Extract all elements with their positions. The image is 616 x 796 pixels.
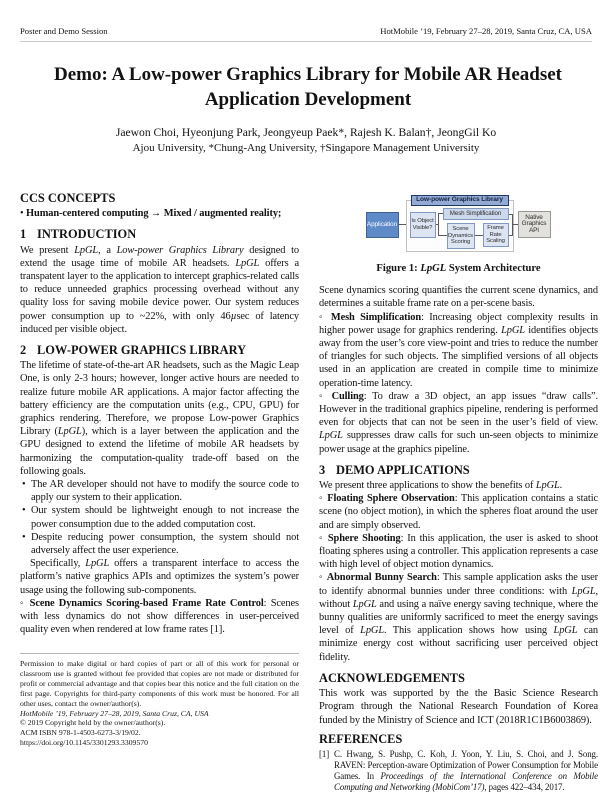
design-goal-list (20, 478, 299, 557)
ack-heading: ACKNOWLEDGEMENTS (319, 670, 465, 685)
connector-line (438, 213, 439, 236)
reference-text: C. Hwang, S. Pushp, C. Koh, J. Yoon, Y. Liu, S. Choi, and J. Song. RAVEN: Perception-aware Optimization of Power Consumption for Mobile Games. In Proceedings of the International Conference on Mobile Computing and Networking (MobiCom’17), pages 422–434, 2017. (334, 748, 598, 792)
right-column (319, 190, 598, 793)
figure-1-diagram (366, 194, 552, 255)
specifically-paragraph: Specifically, LpGL offers a transparent interface to access the platform’s native graphics APIs and optimizes the system’s power usage using the following sub-components. (20, 558, 299, 596)
application-box: Application (366, 212, 399, 238)
goal-item: • The AR developer should not have to modify the source code to apply our system to their application. (20, 478, 299, 504)
footnote-isbn: ACM ISBN 978-1-4503-6273-3/19/02. (20, 728, 141, 738)
goal-item: • Despite reducing power consumption, the system should not adversely affect the user experience. (20, 531, 299, 557)
scene-dynamics-scoring-box: Scene Dynamics Scoring (447, 223, 475, 249)
ccs-body: • Human-centered computing → Mixed / augmented reality; (20, 208, 282, 220)
is-object-visible-box: Is Object Visible? (410, 212, 436, 238)
reference-item (319, 749, 598, 793)
library-title-bar: Low-power Graphics Library (411, 195, 509, 206)
connector-line (438, 235, 447, 236)
lpgl-section-number: 2 (20, 343, 27, 358)
ccs-heading: CCS CONCEPTS (20, 191, 116, 205)
mesh-simplification-paragraph: ◦ Mesh Simplification: Increasing object complexity results in higher power usage for graphics rendering. LpGL identifies objects away from the user’s core view-point and tries to reduce the number of triangles for such objects. The simplified versions of all objects used in an application are created in compile time to minimize operation-time latency. (319, 311, 598, 389)
references-heading: REFERENCES (319, 731, 403, 746)
scene-dynamics-paragraph: Scene dynamics scoring quantifies the current scene dynamics, and determines a suitable frame rate on a per-scene basis. (319, 285, 598, 310)
permission-text: Permission to make digital or hard copies of part or all of this work for personal or classroom use is granted without fee provided that copies are not made or distributed for profit or commercial advantage and that copies bear this notice and the full citation on the first page. Copyrights for third-party components of this work must be honored. For all other uses, contact the owner/author(s). (20, 659, 299, 708)
paper-title: Demo: A Low-power Graphics Library for Mobile AR Headset Application Development (53, 64, 563, 110)
reference-label: [1] (319, 748, 330, 759)
doi-link[interactable]: https://doi.org/10.1145/3301293.3309570 (20, 738, 148, 748)
footnote-rule (20, 653, 299, 654)
left-column (20, 190, 299, 637)
footnote-venue: HotMobile ’19, February 27–28, 2019, Santa Cruz, CA, USA (20, 708, 209, 718)
sphere-shooting-paragraph: ◦ Sphere Shooting: In this application, the user is asked to shoot floating spheres using a controller. This application represents a case with high level of object motion dynamics. (319, 532, 598, 571)
demo-intro-paragraph: We present three applications to show the benefits of LpGL. (319, 480, 563, 492)
lpgl-heading-text: LOW-POWER GRAPHICS LIBRARY (37, 343, 247, 358)
demo-heading (319, 464, 598, 477)
running-header (20, 26, 592, 36)
intro-section-number: 1 (20, 227, 27, 242)
native-graphics-api-box: Native Graphics API (518, 211, 551, 238)
frame-rate-control-paragraph: ◦ Scene Dynamics Scoring-based Frame Rate Control: Scenes with less dynamics do not show differences in user-perceived quality even when rendered at low frame rates [1]. (20, 597, 299, 636)
footnote-copyright: © 2019 Copyright held by the owner/author(s). (20, 718, 166, 728)
intro-heading (20, 228, 299, 241)
demo-heading-text: DEMO APPLICATIONS (336, 462, 470, 477)
culling-paragraph: ◦ Culling: To draw a 3D object, an app issues “draw calls”. However in the traditional graphics pipeline, rendering is performed even for objects that can not be seen in the user’s field of view. LpGL suppresses draw calls for such un-seen objects to minimize power usage at the graphics pipeline. (319, 390, 598, 455)
lpgl-paragraph: The lifetime of state-of-the-art AR headsets, such as the Magic Leap One, is only 2-3 hours; however, longer active hours are needed to realize future mobile AR applications. A major factor affecting the battery efficiency are the computation units (e.g., CPU, GPU) for graphics rendering. Therefore, we propose Low-power Graphics Library (LpGL), which is a layer between the application and the GPU designed to extend the lifetime of mobile AR headsets by harmonizing the computation-quality trade-off based on the following goals. (20, 360, 299, 477)
ack-paragraph: This work was supported by the the Basic Science Research Program through the National Research Foundation of Korea funded by the Ministry of Science and ICT (2018R1C1B6003869). (319, 688, 598, 726)
header-venue: HotMobile ’19, February 27–28, 2019, Santa Cruz, CA, USA (380, 26, 592, 36)
mesh-simplification-box: Mesh Simplification (443, 208, 509, 220)
figure-1-caption: Figure 1: LpGL System Architecture (376, 263, 541, 274)
goal-item: • Our system should be lightweight enough to not increase the power consumption due to the added computation cost. (20, 504, 299, 530)
footnote-block (20, 653, 299, 748)
connector-line (475, 235, 483, 236)
header-session: Poster and Demo Session (20, 26, 108, 36)
demo-section-number: 3 (319, 462, 326, 477)
lpgl-heading (20, 344, 299, 357)
floating-sphere-paragraph: ◦ Floating Sphere Observation: This application contains a static scene (no object motion), in which the spheres float around the user and are simply observed. (319, 493, 598, 531)
abnormal-bunny-paragraph: ◦ Abnormal Bunny Search: This sample application asks the user to identify abnormal bunnies under three conditions: with LpGL, without LpGL and using a naïve energy saving technique, where the bunny qualities are uniformly sacrificed to meet the energy savings level of LpGL. This application shows how using LpGL can minimize energy cost without sacrificing user perceived object fidelity. (319, 572, 598, 663)
frame-rate-scaling-box: Frame Rate Scaling (483, 223, 509, 247)
intro-paragraph: We present LpGL, a Low-power Graphics Library designed to extend the usage time of mobile AR headsets. LpGL offers a transpatent layer to the application to intercept graphics-related calls to reduce unneeded graphics processing overhead without any quality loss for saving mobile device power. Our system reduces power consumption up to ~22%, with only 46µsec of latency induced per visible object. (20, 244, 300, 335)
affiliations-line: Ajou University, *Chung-Ang University, †Singapore Management University (132, 142, 480, 154)
connector-line (512, 214, 513, 236)
intro-heading-text: INTRODUCTION (37, 227, 137, 242)
authors-line: Jaewon Choi, Hyeonjung Park, Jeongyeup Paek*, Rajesh K. Balan†, JeongGil Ko (115, 126, 497, 139)
header-rule (20, 41, 592, 42)
